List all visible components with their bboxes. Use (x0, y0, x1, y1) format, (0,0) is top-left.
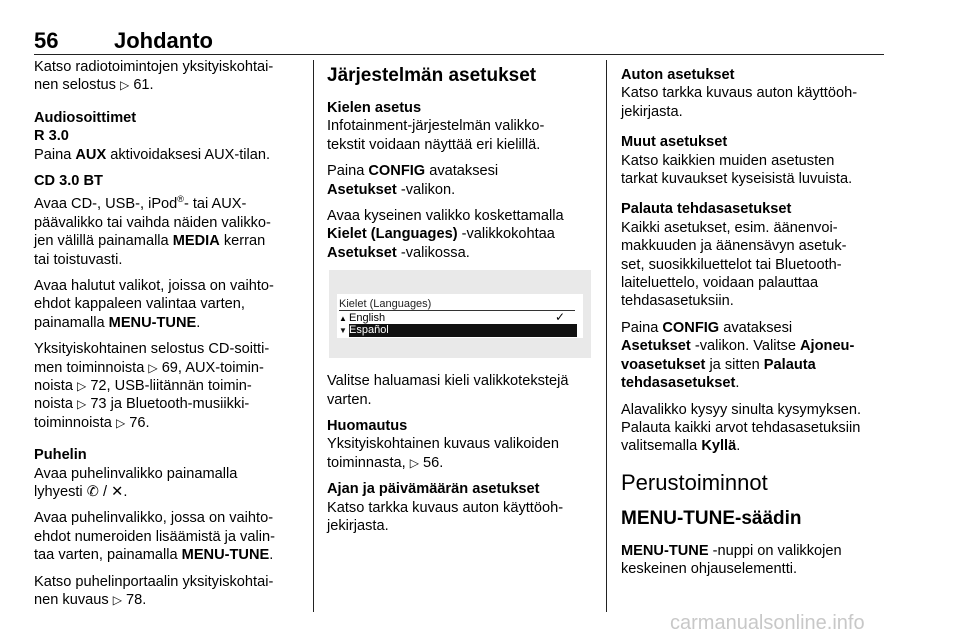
cd-paragraph: Avaa CD-, USB-, iPod®- tai AUX- päävalikko tai vaihda näiden valikko- jen välillä painamalla MEDIA kerran tai toistuvasti. (34, 194, 271, 268)
submenu-paragraph: Alavalikko kysyy sinulta kysymyksen. Palauta kaikki arvot tehdasasetuksiin valitsemalla Kyllä. (621, 401, 862, 455)
time-date-paragraph: Katso tarkka kuvaus auton käyttöoh- jekirjasta. (327, 499, 564, 535)
page-ref-icon: ▷ (77, 378, 87, 393)
detail-refs-paragraph: Yksityiskohtainen selostus CD-soitti- men toiminnoista ▷ 69, AUX-toimin- noista ▷ 72, USB-liitännän toimin- noista ▷ 73 ja Bluetooth-musiikki- toiminnoista ▷ 76. (34, 341, 270, 431)
note-heading: Huomautus (327, 418, 408, 435)
page-ref-icon: ▷ (409, 455, 419, 470)
open-menus-paragraph: Avaa halutut valikot, joissa on vaihto- ehdot kappaleen valintaa varten, painamalla MENU-TUNE. (34, 277, 274, 331)
heading-time-date: Ajan ja päivämäärän asetukset (327, 481, 540, 498)
phone-hangup-icon: ✕ (111, 483, 124, 500)
heading-language: Kielen asetus (327, 100, 422, 116)
menu-tune-paragraph: MENU-TUNE -nuppi on valikkojen keskeinen ohjauselementti. (621, 542, 842, 578)
column-middle (327, 58, 599, 544)
watermark: carmanualsonline.info (670, 612, 865, 634)
section-title-system-settings: Järjestelmän asetukset (327, 65, 537, 86)
page-ref-icon: ▷ (148, 360, 158, 375)
page-ref-icon: ▷ (77, 397, 87, 412)
screen-divider (339, 310, 575, 311)
language-option-espanol[interactable]: ▼ Español (339, 324, 577, 337)
column-left (34, 58, 306, 617)
screen-title: Kielet (Languages) (339, 298, 432, 311)
phone-open-paragraph: Avaa puhelinvalikko painamalla lyhyesti ✆ / ✕. (34, 465, 238, 500)
other-settings-paragraph: Katso kaikkien muiden asetusten tarkat kuvaukset kyseisistä luvuista. (621, 152, 853, 188)
heading-r30: R 3.0 (34, 128, 69, 145)
heading-other-settings: Muut asetukset (621, 134, 728, 151)
note-paragraph: Yksityiskohtainen kuvaus valikoiden toiminnasta, ▷ 56. (327, 436, 560, 471)
heading-audio: Audiosoittimet (34, 109, 137, 126)
page-ref-icon: ▷ (120, 78, 130, 93)
column-divider-2 (606, 60, 607, 612)
arrow-up-icon: ▲ (339, 314, 347, 324)
choose-language-paragraph: Valitse haluamasi kieli valikkotekstejä varten. (327, 373, 569, 408)
heading-cd30bt: CD 3.0 BT (34, 173, 103, 190)
phone-icon: ✆ (86, 483, 99, 500)
phone-menu-paragraph: Avaa puhelinvalikko, jossa on vaihto- ehdot numeroiden lisäämistä ja valin- taa varten, painamalla MENU-TUNE. (34, 510, 275, 564)
reset-steps-paragraph: Paina CONFIG avataksesi Asetukset -valikon. Valitse Ajoneu- voasetukset ja sitten Palauta tehdasasetukset. (621, 319, 855, 392)
heading-vehicle-settings: Auton asetukset (621, 67, 735, 83)
language-intro: Infotainment-järjestelmän valikko- tekstit voidaan näyttää eri kielillä. (327, 118, 545, 153)
r30-paragraph: Paina AUX aktivoidaksesi AUX-tilan. (34, 146, 271, 163)
column-right (621, 58, 893, 587)
page-link[interactable]: 61. (133, 77, 154, 94)
page-header (34, 24, 884, 55)
config-paragraph: Paina CONFIG avataksesi Asetukset -valikon. (327, 163, 499, 198)
radio-ref-paragraph: Katso radiotoimintojen yksityiskohtai- nen selostus ▷ 61. (34, 59, 274, 94)
language-menu-screenshot (329, 270, 591, 358)
heading-menu-tune-knob: MENU-TUNE-säädin (621, 507, 802, 529)
language-option-english[interactable]: ▲ English ✓ (339, 310, 565, 325)
section-title-basic-operation: Perustoiminnot (621, 469, 768, 495)
chapter-title: Johdanto (114, 28, 213, 53)
column-divider-1 (313, 60, 314, 612)
language-screen (337, 294, 583, 338)
heading-phone: Puhelin (34, 447, 87, 464)
phone-portal-paragraph: Katso puhelinportaalin yksityiskohtai- nen kuvaus ▷ 78. (34, 573, 274, 609)
heading-factory-reset: Palauta tehdasasetukset (621, 201, 792, 218)
page-number: 56 (34, 28, 59, 53)
factory-reset-paragraph: Kaikki asetukset, esim. äänenvoi- makkuuden ja äänensävyn asetuk- set, suosikkiluettelot tai Bluetooth- laiteluettelo, voidaan palauttaa tehdasasetuksiin. (621, 219, 847, 310)
vehicle-settings-paragraph: Katso tarkka kuvaus auton käyttöoh- jekirjasta. (621, 85, 858, 120)
checkmark-icon: ✓ (554, 310, 565, 325)
open-languages-paragraph: Avaa kyseinen valikko koskettamalla Kielet (Languages) -valikkokohtaa Asetukset -valikossa. (327, 208, 564, 261)
page-ref-icon: ▷ (115, 415, 126, 430)
page-ref-icon: ▷ (112, 593, 122, 608)
arrow-down-icon: ▼ (339, 324, 349, 337)
